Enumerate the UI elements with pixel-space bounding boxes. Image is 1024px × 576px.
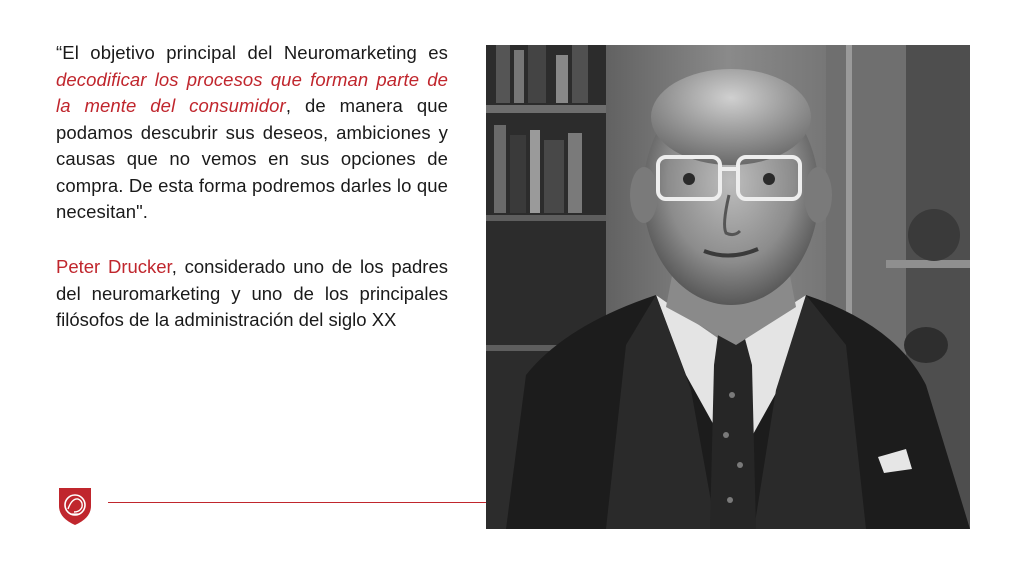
portrait-photo <box>486 45 970 529</box>
attribution-text <box>56 254 448 334</box>
quote-highlight: decodificar los procesos que forman parte de la mente del consumidor <box>56 68 448 116</box>
footer-divider <box>108 502 486 503</box>
shield-crest-icon <box>56 484 94 526</box>
quote-open: “El objetivo principal del Neuromarketing es <box>56 42 448 63</box>
quote-close: , de manera que podamos descubrir sus deseos, ambiciones y causas que no vemos en sus opciones de compra. De esta forma podremos darles lo que necesitan". <box>56 95 448 222</box>
author-description: , considerado uno de los padres del neuromarketing y uno de los principales filósofos de la administración del siglo XX <box>56 256 448 330</box>
quote-text <box>56 40 448 226</box>
author-name: Peter Drucker <box>56 256 172 277</box>
